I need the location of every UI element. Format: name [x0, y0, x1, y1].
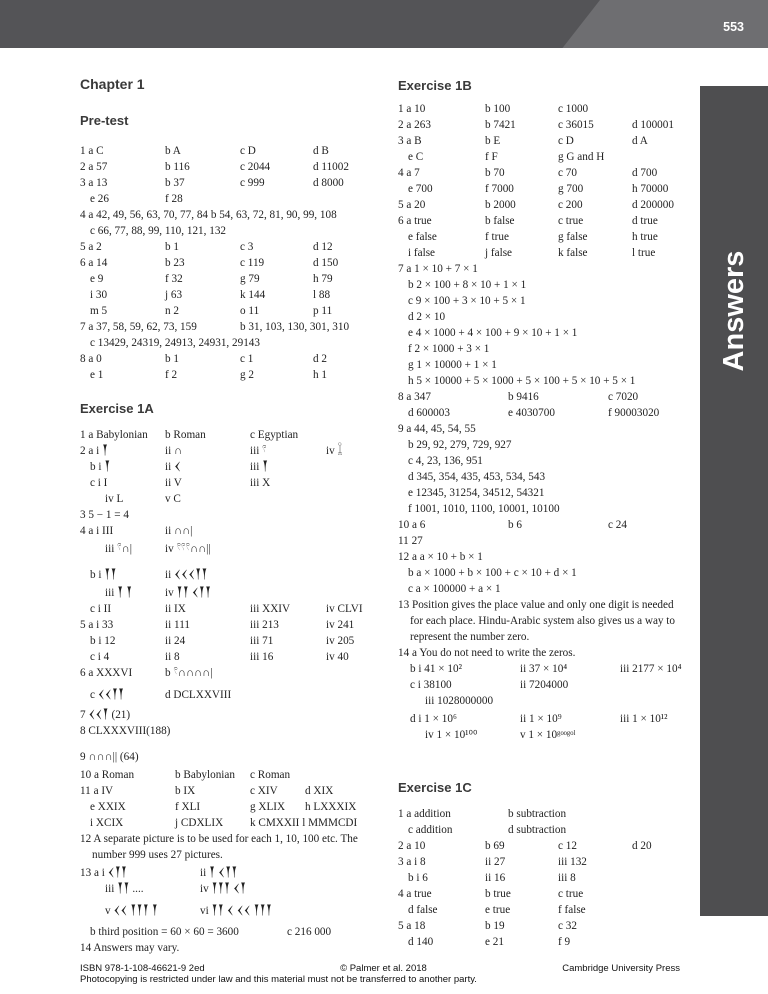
answer-entry: c 200: [558, 199, 583, 211]
answer-entry: b 9416: [508, 391, 539, 403]
answer-entry: b 𓍢∩∩∩∩|: [165, 667, 213, 679]
answer-entry: iii 2177 × 10⁴: [620, 663, 682, 675]
answer-entry: e 4 × 1000 + 4 × 100 + 9 × 10 + 1 × 1: [408, 327, 578, 339]
answers-side-tab: [700, 86, 768, 916]
answer-entry: b 37: [165, 177, 185, 189]
answer-entry: iii 16: [250, 651, 274, 663]
answer-entry: d 11002: [313, 161, 349, 173]
answer-entry: number 999 uses 27 pictures.: [92, 849, 223, 861]
answer-entry: 7 a 1 × 10 + 7 × 1: [398, 263, 478, 275]
answer-entry: c D: [240, 145, 256, 157]
answer-entry: k false: [558, 247, 588, 259]
answer-entry: b 31, 103, 130, 301, 310: [240, 321, 350, 333]
answer-entry: 14 a You do not need to write the zeros.: [398, 647, 576, 659]
answer-entry: 1 a Babylonian: [80, 429, 148, 441]
answer-entry: c 32: [558, 920, 577, 932]
answer-entry: b Babylonian: [175, 769, 235, 781]
answer-entry: d 12: [313, 241, 333, 253]
answer-entry: b 1: [165, 241, 179, 253]
answer-entry: 11 27: [398, 535, 423, 547]
answer-entry: 4 a 42, 49, 56, 63, 70, 77, 84 b 54, 63, 72, 81, 90, 99, 108: [80, 209, 337, 221]
answer-entry: iv 𒐕𒐕𒐕 𒌋𒐕: [200, 883, 247, 895]
answer-entry: 4 a true: [398, 888, 432, 900]
answer-entry: 1 a 10: [398, 103, 426, 115]
answer-entry: b 19: [485, 920, 505, 932]
answer-entry: d 2 × 10: [408, 311, 446, 323]
answer-entry: iii 8: [558, 872, 576, 884]
answer-entry: ii 24: [165, 635, 186, 647]
answer-entry: b a × 1000 + b × 100 + c × 10 + d × 1: [408, 567, 577, 579]
answer-entry: c 119: [240, 257, 265, 269]
answer-entry: 12 A separate picture is to be used for each 1, 10, 100 etc. The: [80, 833, 358, 845]
answer-entry: i XCIX: [90, 817, 124, 829]
footer-copyright: © Palmer et al. 2018: [340, 963, 427, 974]
answer-entry: 5 a 20: [398, 199, 426, 211]
answer-entry: iv 40: [326, 651, 349, 663]
answer-entry: ii 27: [485, 856, 506, 868]
answer-entry: ii 111: [165, 619, 190, 631]
answer-entry: f 32: [165, 273, 183, 285]
answer-entry: ii 7204000: [520, 679, 569, 691]
answer-entry: iii 71: [250, 635, 274, 647]
answer-entry: c 1000: [558, 103, 589, 115]
answer-entry: e C: [408, 151, 424, 163]
answer-entry: iii 𓍢: [250, 445, 267, 457]
section-title: Exercise 1B: [398, 78, 472, 93]
answer-entry: g 1 × 10000 + 1 × 1: [408, 359, 497, 371]
answer-entry: c 999: [240, 177, 265, 189]
answer-entry: ii 8: [165, 651, 180, 663]
answer-entry: c 3: [240, 241, 254, 253]
answer-entry: b 2 × 100 + 8 × 10 + 1 × 1: [408, 279, 527, 291]
answer-entry: c i 38100: [410, 679, 452, 691]
answer-entry: 10 a 6: [398, 519, 426, 531]
answer-entry: g 79: [240, 273, 260, 285]
section-title: Exercise 1A: [80, 401, 154, 416]
answer-entry: c 66, 77, 88, 99, 110, 121, 132: [90, 225, 227, 237]
answer-entry: 4 a 7: [398, 167, 420, 179]
answer-entry: b 23: [165, 257, 185, 269]
answer-entry: g XLIX: [250, 801, 286, 813]
answer-entry: 1 a addition: [398, 808, 451, 820]
answer-entry: b third position = 60 × 60 = 3600: [90, 926, 239, 938]
answer-entry: 2 a i 𒐕: [80, 445, 109, 457]
answer-entry: e XXIX: [90, 801, 126, 813]
answer-entry: 2 a 57: [80, 161, 108, 173]
answer-entry: 3 a i 8: [398, 856, 426, 868]
answer-entry: c a × 100000 + a × 1: [408, 583, 501, 595]
answer-entry: p 11: [313, 305, 333, 317]
answer-entry: 1 a C: [80, 145, 104, 157]
answer-entry: iii XXIV: [250, 603, 291, 615]
answer-entry: b 69: [485, 840, 505, 852]
answer-entry: ii IX: [165, 603, 186, 615]
answer-entry: c Egyptian: [250, 429, 299, 441]
answer-entry: iv 205: [326, 635, 355, 647]
answer-entry: b 100: [485, 103, 511, 115]
answer-entry: c i I: [90, 477, 108, 489]
answer-entry: b Roman: [165, 429, 206, 441]
answer-entry: e 21: [485, 936, 504, 948]
answer-entry: h 1: [313, 369, 327, 381]
answer-entry: c 1: [240, 353, 254, 365]
answer-entry: c 9 × 100 + 3 × 10 + 5 × 1: [408, 295, 526, 307]
answer-entry: d i 1 × 10⁶: [410, 713, 457, 725]
answer-entry: 12 a a × 10 + b × 1: [398, 551, 483, 563]
answer-entry: 7 a 37, 58, 59, 62, 73, 159: [80, 321, 197, 333]
answer-entry: c D: [558, 135, 574, 147]
answer-entry: d false: [408, 904, 438, 916]
answer-entry: f false: [558, 904, 586, 916]
answer-entry: d 140: [408, 936, 434, 948]
answer-entry: c XIV: [250, 785, 278, 797]
answer-entry: b E: [485, 135, 501, 147]
answer-entry: 3 a B: [398, 135, 422, 147]
answer-entry: d 2: [313, 353, 327, 365]
answer-entry: f 2 × 1000 + 3 × 1: [408, 343, 490, 355]
answer-entry: j 63: [165, 289, 183, 301]
answer-entry: ii 1 × 10⁹: [520, 713, 562, 725]
answer-entry: d 150: [313, 257, 339, 269]
banner-stripe: [0, 0, 600, 48]
answer-entry: vi 𒐕𒐕 𒌋 𒌋𒌋 𒐕𒐕𒐕: [200, 905, 273, 917]
answer-entry: 2 a 263: [398, 119, 431, 131]
answer-entry: g 2: [240, 369, 254, 381]
answer-entry: 6 a 14: [80, 257, 108, 269]
answer-entry: iii 𒐕𒐕 ....: [105, 883, 144, 895]
answer-entry: d DCLXXVIII: [165, 689, 232, 701]
answer-entry: k 144: [240, 289, 266, 301]
answer-entry: 8 a 347: [398, 391, 431, 403]
answer-entry: j false: [485, 247, 513, 259]
answer-entry: e 12345, 31254, 34512, 54321: [408, 487, 545, 499]
answer-entry: b 1: [165, 353, 179, 365]
answer-entry: c Roman: [250, 769, 291, 781]
answer-entry: ii 𒐕 𒌋𒐕𒐕: [200, 867, 238, 879]
answer-entry: b i 𒐕: [90, 461, 111, 473]
answer-entry: d 600003: [408, 407, 450, 419]
answer-entry: 8 CLXXXVIII(188): [80, 725, 171, 737]
answer-entry: c 13429, 24319, 24913, 24931, 29143: [90, 337, 260, 349]
answer-entry: d 20: [632, 840, 652, 852]
answer-entry: j CDXLIX: [175, 817, 224, 829]
answer-entry: i false: [408, 247, 436, 259]
answer-entry: b true: [485, 888, 511, 900]
answer-entry: 5 a 18: [398, 920, 426, 932]
answer-entry: ii 37 × 10⁴: [520, 663, 568, 675]
answer-entry: b 29, 92, 279, 729, 927: [408, 439, 512, 451]
answer-entry: represent the number zero.: [410, 631, 530, 643]
answer-entry: ii ∩: [165, 445, 183, 457]
answer-entry: c true: [558, 888, 584, 900]
answer-entry: iv 𓍢𓍢𓍢∩∩||: [165, 543, 211, 555]
answer-entry: 13 a i 𒌋𒐕𒐕: [80, 867, 128, 879]
answer-entry: d true: [632, 215, 658, 227]
answer-entry: d XIX: [305, 785, 334, 797]
section-title: Exercise 1C: [398, 780, 472, 795]
answer-entry: iii 213: [250, 619, 279, 631]
answer-entry: e 26: [90, 193, 109, 205]
answer-entry: 9 a 44, 45, 54, 55: [398, 423, 476, 435]
answer-entry: e true: [485, 904, 511, 916]
answer-entry: f 28: [165, 193, 183, 205]
answer-entry: ii 16: [485, 872, 506, 884]
answer-entry: f F: [485, 151, 498, 163]
answer-entry: ii 𒌋𒌋𒌋𒐕𒐕: [165, 569, 208, 581]
answer-entry: f 7000: [485, 183, 514, 195]
answer-entry: h 70000: [632, 183, 669, 195]
answer-entry: d 8000: [313, 177, 344, 189]
footer-isbn: ISBN 978-1-108-46621-9 2ed: [80, 963, 205, 974]
answer-entry: iii 𒐕: [250, 461, 269, 473]
answer-entry: 2 a 10: [398, 840, 426, 852]
answer-entry: b IX: [175, 785, 196, 797]
answer-entry: iv L: [105, 493, 124, 505]
answer-entry: v 𒌋𒌋 𒐕𒐕𒐕 𒐕: [105, 905, 158, 917]
answer-entry: 9 ∩∩∩|| (64): [80, 751, 139, 763]
answer-entry: m 5: [90, 305, 108, 317]
answer-entry: b 7421: [485, 119, 516, 131]
answer-entry: f 2: [165, 369, 178, 381]
answer-entry: c i 4: [90, 651, 110, 663]
answer-entry: b subtraction: [508, 808, 567, 820]
answer-entry: iv 241: [326, 619, 355, 631]
answer-entry: 10 a Roman: [80, 769, 135, 781]
answer-entry: v C: [165, 493, 181, 505]
answer-entry: b i 12: [90, 635, 116, 647]
answer-entry: b i 6: [408, 872, 428, 884]
answer-entry: c i II: [90, 603, 112, 615]
answer-entry: c 7020: [608, 391, 639, 403]
side-tab-label: Answers: [718, 250, 750, 372]
answer-entry: h true: [632, 231, 658, 243]
chapter-title: Chapter 1: [80, 76, 145, 92]
answer-entry: c 4, 23, 136, 951: [408, 455, 483, 467]
answer-entry: iii 1 × 10¹²: [620, 713, 668, 725]
answer-entry: iii 𒐕 𒐕: [105, 587, 133, 599]
answer-entry: c true: [558, 215, 584, 227]
answer-entry: f 1001, 1010, 1100, 10001, 10100: [408, 503, 560, 515]
answer-entry: 13 Position gives the place value and only one digit is needed: [398, 599, 674, 611]
answer-entry: e 1: [90, 369, 104, 381]
answer-entry: e 4030700: [508, 407, 555, 419]
answer-entry: 14 Answers may vary.: [80, 942, 180, 954]
answer-entry: ii V: [165, 477, 182, 489]
answer-entry: d A: [632, 135, 648, 147]
answer-entry: b i 𒐕𒐕: [90, 569, 117, 581]
answer-entry: c 216 000: [287, 926, 332, 938]
answer-entry: 3 a 13: [80, 177, 108, 189]
answer-entry: c 2044: [240, 161, 271, 173]
answer-entry: 7 𒌋𒌋𒐕 (21): [80, 709, 131, 721]
answer-entry: n 2: [165, 305, 179, 317]
answer-entry: g 700: [558, 183, 584, 195]
answer-entry: 6 a XXXVI: [80, 667, 133, 679]
answer-entry: b 6: [508, 519, 522, 531]
answer-entry: b false: [485, 215, 515, 227]
answer-entry: e 700: [408, 183, 433, 195]
answer-entry: iii 𓍢∩|: [105, 543, 132, 555]
page-number: 553: [723, 20, 744, 34]
answer-entry: 5 a 2: [80, 241, 102, 253]
answer-entry: d 700: [632, 167, 658, 179]
answer-entry: 5 a i 33: [80, 619, 114, 631]
answer-entry: e false: [408, 231, 437, 243]
answer-entry: c 12: [558, 840, 577, 852]
answer-entry: h 5 × 10000 + 5 × 1000 + 5 × 100 + 5 × 10 + 5 × 1: [408, 375, 636, 387]
answer-entry: c 24: [608, 519, 627, 531]
answer-entry: c 36015: [558, 119, 594, 131]
answer-entry: iii 132: [558, 856, 587, 868]
answer-entry: f true: [485, 231, 509, 243]
answer-entry: g false: [558, 231, 588, 243]
answer-entry: o 11: [240, 305, 260, 317]
answer-entry: d 100001: [632, 119, 674, 131]
answer-entry: iii X: [250, 477, 271, 489]
answer-entry: f XLI: [175, 801, 201, 813]
answer-entry: iii 1028000000: [425, 695, 494, 707]
answer-entry: g G and H: [558, 151, 605, 163]
answer-entry: iv CLVI: [326, 603, 363, 615]
footer-publisher: Cambridge University Press: [562, 963, 680, 974]
answer-entry: b 2000: [485, 199, 516, 211]
answer-entry: d 200000: [632, 199, 674, 211]
answer-entry: 6 a true: [398, 215, 432, 227]
answer-entry: l true: [632, 247, 656, 259]
section-title: Pre-test: [80, 113, 129, 128]
answer-entry: f 90003020: [608, 407, 660, 419]
answer-entry: 11 a IV: [80, 785, 114, 797]
answer-entry: f 9: [558, 936, 571, 948]
answer-entry: ii 𒌋: [165, 461, 182, 473]
answer-entry: for each place. Hindu-Arabic system also gives us a way to: [410, 615, 675, 627]
top-banner: [0, 0, 768, 48]
answer-entry: 4 a i III: [80, 525, 114, 537]
answer-entry: i 30: [90, 289, 108, 301]
page-footer: [80, 963, 680, 985]
footer-notice: Photocopying is restricted under law and this material must not be transferred to another party.: [80, 974, 477, 985]
answer-entry: c addition: [408, 824, 453, 836]
answer-entry: h 79: [313, 273, 333, 285]
answer-entry: c 70: [558, 167, 577, 179]
answer-entry: b i 41 × 10²: [410, 663, 462, 675]
answer-entry: b 70: [485, 167, 505, 179]
answer-entry: iv 𒐕𒐕 𒌋𒐕𒐕: [165, 587, 212, 599]
answer-entry: ii ∩∩|: [165, 525, 193, 537]
answer-entry: b A: [165, 145, 181, 157]
answer-entry: v 1 × 10ᵍᵒᵒᵍᵒˡ: [520, 729, 576, 741]
answer-entry: b 116: [165, 161, 190, 173]
answer-entry: d 345, 354, 435, 453, 534, 543: [408, 471, 546, 483]
answer-entry: 3 5 − 1 = 4: [80, 509, 129, 521]
answer-entry: k CMXXII l MMMCDI: [250, 817, 358, 829]
answer-entry: l 88: [313, 289, 331, 301]
answer-entry: d B: [313, 145, 329, 157]
answer-entry: 8 a 0: [80, 353, 102, 365]
answer-entry: iv 𓆼: [326, 445, 343, 457]
answer-entry: d subtraction: [508, 824, 567, 836]
answer-entry: c 𒌋𒌋𒐕𒐕: [90, 689, 125, 701]
answer-entry: e 9: [90, 273, 104, 285]
answer-entry: h LXXXIX: [305, 801, 357, 813]
answer-entry: iv 1 × 10¹⁰⁰: [425, 729, 478, 741]
